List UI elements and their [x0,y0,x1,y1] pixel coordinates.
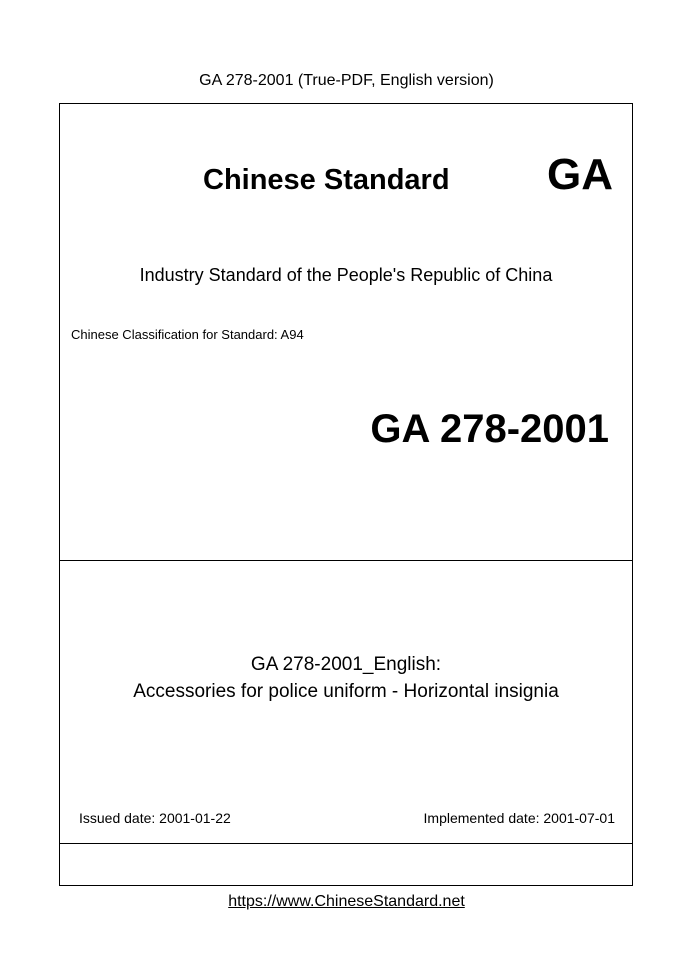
document-title [60,651,632,705]
standard-number: GA 278-2001 [370,407,609,451]
industry-line: Industry Standard of the People's Republic of China [139,265,553,285]
document-header: GA 278-2001 (True-PDF, English version) [199,72,494,89]
bottom-divider [60,843,632,844]
cover-frame [59,103,633,886]
standard-prefix: GA [547,150,613,199]
standard-label: Chinese Standard [203,164,450,196]
title-line-1: GA 278-2001_English: [250,654,442,675]
issued-date: Issued date: 2001-01-22 [79,810,231,826]
title-line-2: Accessories for police uniform - Horizontal insignia [133,681,559,702]
implemented-date: Implemented date: 2001-07-01 [423,810,615,826]
section-divider [60,560,632,561]
website-link[interactable]: https://www.ChineseStandard.net [228,893,465,910]
classification-line: Chinese Classification for Standard: A94 [71,327,304,342]
footer [0,893,693,911]
